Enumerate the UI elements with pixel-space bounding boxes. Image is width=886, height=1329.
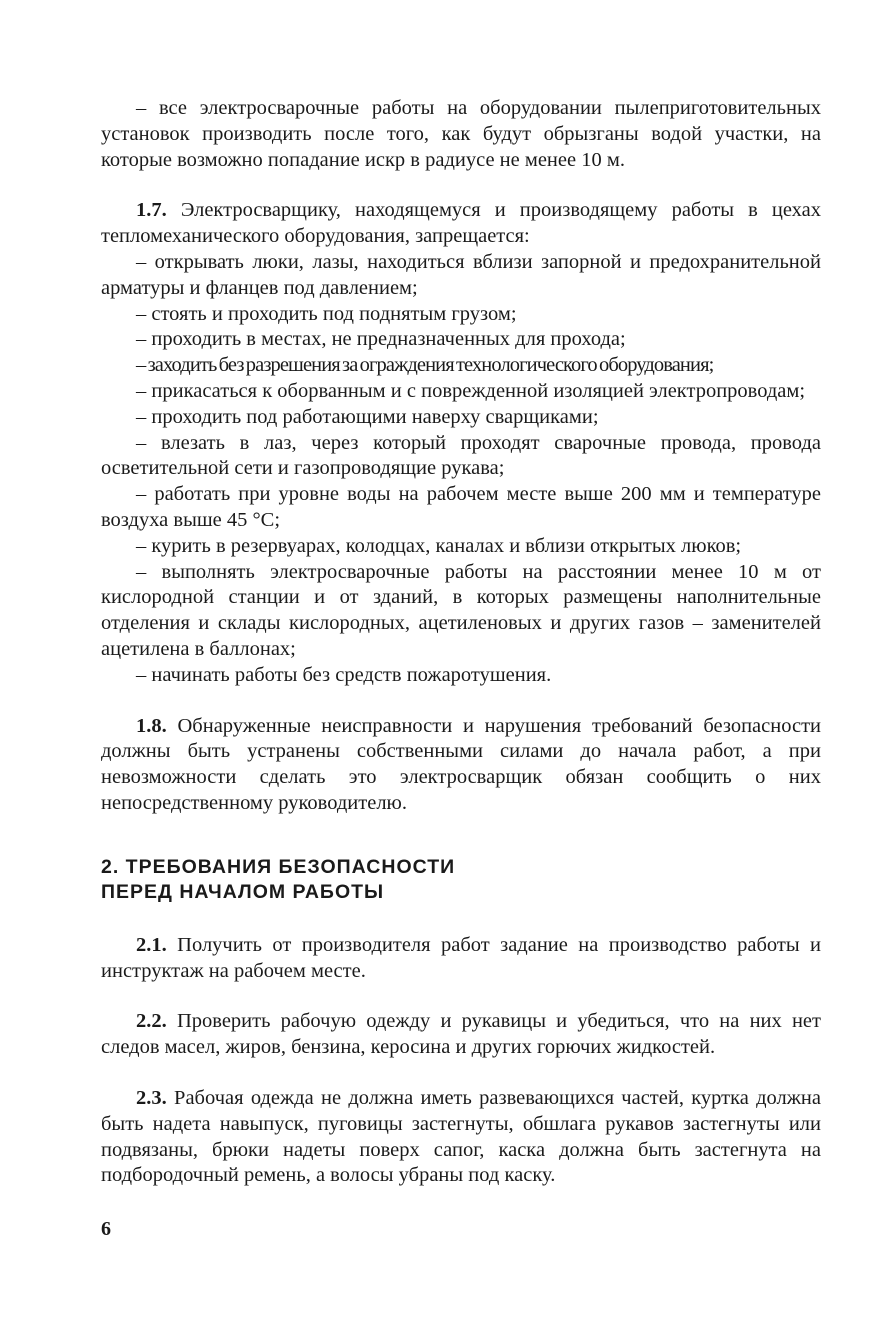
section-2-3 xyxy=(101,1086,821,1189)
section-text: Получить от производителя работ задание на производство работы и инструктаж на рабочем месте. xyxy=(101,933,821,982)
section-heading-line-1: 2. ТРЕБОВАНИЯ БЕЗОПАСНОСТИ xyxy=(101,855,456,878)
page-number: 6 xyxy=(101,1218,111,1240)
list-item: – работать при уровне воды на рабочем месте выше 200 мм и температуре воздуха выше 45 °С; xyxy=(101,483,821,531)
section-1-7 xyxy=(101,198,821,250)
section-number: 1.7. xyxy=(136,199,167,222)
section-2-2 xyxy=(101,1009,821,1061)
list-item: – открывать люки, лазы, находиться вблизи запорной и предохранительной арматуры и фланцев под давлением; xyxy=(101,250,821,299)
section-text: Рабочая одежда не должна иметь развевающихся частей, куртка должна быть надета навыпуск, пуговицы застегнуты, обшлага рукавов застегнуты или подвязаны, брюки надеты поверх сапог, каска должна быть застегнута на подбородочный ремень, а волосы убраны под каску. xyxy=(101,1086,821,1187)
section-1-8 xyxy=(101,714,821,817)
list-item: – начинать работы без средств пожаротушения. xyxy=(136,663,552,686)
section-text: Электросварщику, находящемуся и производящему работы в цехах тепломеханического оборудования, запрещается: xyxy=(101,199,822,248)
intro-list-item: – все электросварочные работы на оборудовании пылеприготовительных установок производить после того, как будут обрызганы водой участки, на которые возможно попадание искр в радиусе не менее 10 м. xyxy=(101,97,821,171)
list-item: – заходить без разрешения за ограждения технологического оборудования; xyxy=(136,354,714,377)
section-heading-line-2: ПЕРЕД НАЧАЛОМ РАБОТЫ xyxy=(101,880,385,903)
list-item: – стоять и проходить под поднятым грузом; xyxy=(136,302,517,325)
section-text: Проверить рабочую одежду и рукавицы и убедиться, что на них нет следов масел, жиров, бензина, керосина и других горючих жидкостей. xyxy=(101,1010,821,1059)
list-item: – курить в резервуарах, колодцах, каналах и вблизи открытых люков; xyxy=(136,534,742,557)
list-item: – проходить под работающими наверху сварщиками; xyxy=(136,405,599,428)
section-2-1 xyxy=(101,933,821,985)
section-number: 2.2. xyxy=(136,1010,167,1033)
list-item: – проходить в местах, не предназначенных для прохода; xyxy=(136,328,626,351)
section-number: 2.1. xyxy=(136,933,167,956)
list-item: – прикасаться к оборванным и с поврежденной изоляцией электропроводам; xyxy=(136,379,806,402)
section-number: 1.8. xyxy=(136,714,167,737)
section-text: Обнаруженные неисправности и нарушения требований безопасности должны быть устранены собственными силами до начала работ, а при невозможности сделать это электросварщик обязан сообщить о них непосредственному руководителю. xyxy=(101,714,822,814)
section-number: 2.3. xyxy=(136,1086,167,1109)
list-item: – влезать в лаз, через который проходят сварочные провода, провода осветительной сети и газопроводящие рукава; xyxy=(101,431,821,480)
list-item: – выполнять электросварочные работы на расстоянии менее 10 м от кислородной станции и от зданий, в которых размещены наполнительные отделения и склады кислородных, ацетиленовых и других газов – заменителей ацетилена в баллонах; xyxy=(101,560,821,660)
page-body xyxy=(101,96,821,1189)
